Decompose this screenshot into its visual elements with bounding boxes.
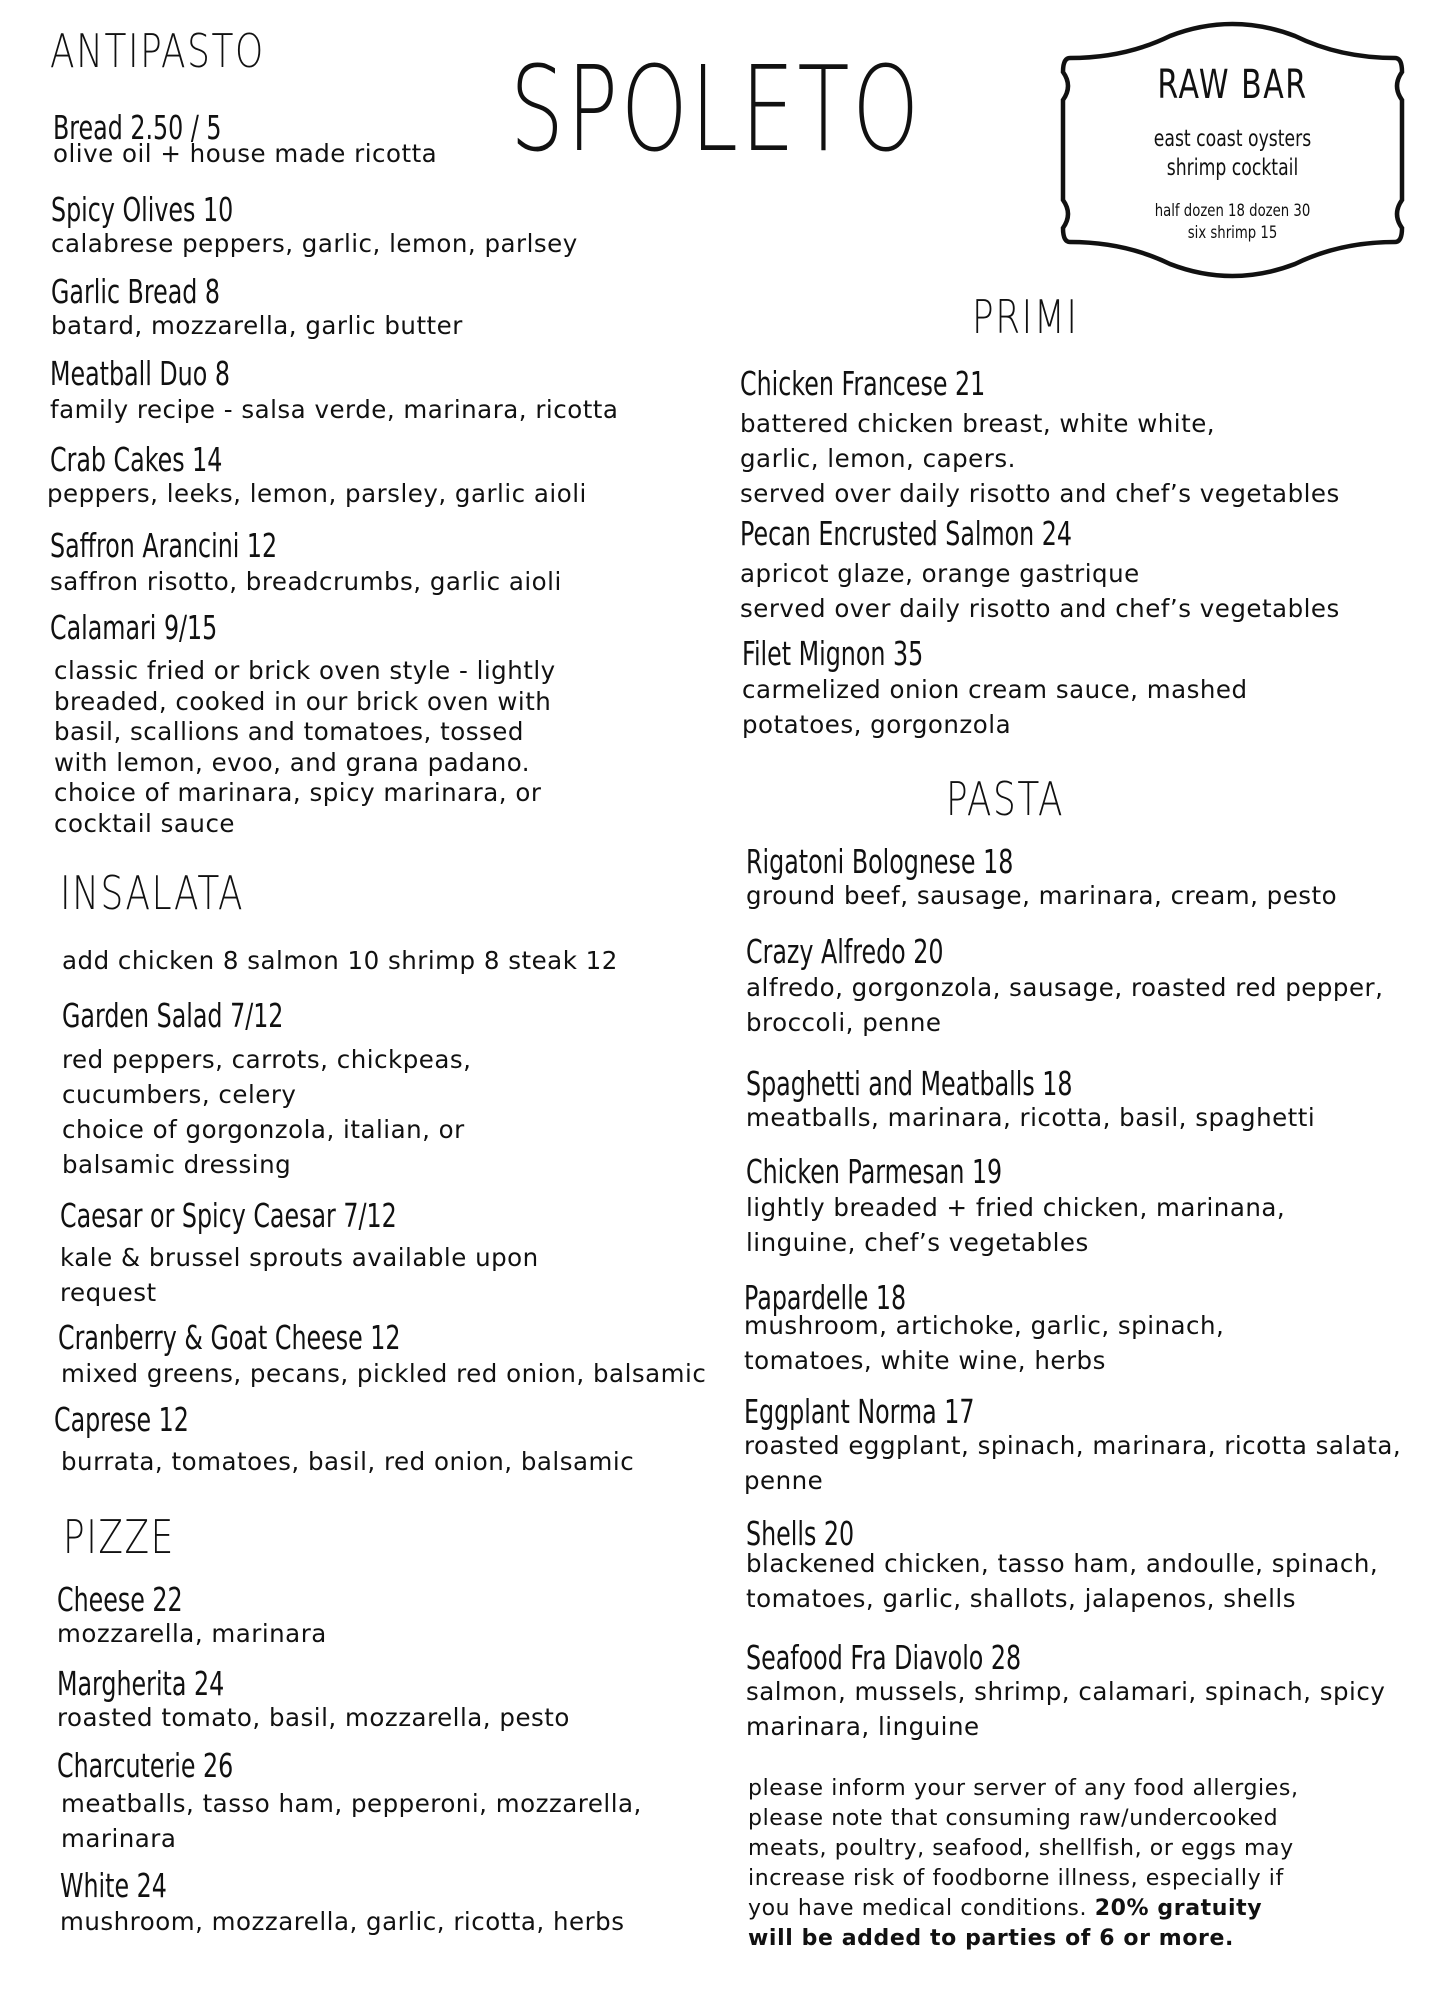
menu-item [746,1152,1285,1260]
item-name: Crazy Alfredo 20 [746,932,944,971]
menu-item [744,1392,1401,1498]
item-name: Papardelle 18 [744,1278,907,1317]
menu-item [53,108,437,171]
gratuity-note: 20% gratuity [1094,1896,1263,1921]
item-name: Garden Salad 7/12 [62,996,284,1035]
raw-bar-price: six shrimp 15 [1187,223,1278,243]
menu-item [740,364,1340,511]
item-description: peppers, leeks, lemon, parsley, garlic aioli [47,479,587,508]
item-description: meatballs, marinara, ricotta, basil, spaghetti [746,1103,1316,1132]
item-description: lightly breaded + fried chicken, marinana, linguine, chef’s vegetables [746,1193,1286,1257]
item-description: burrata, tomatoes, basil, red onion, balsamic [61,1447,635,1476]
item-name: Garlic Bread 8 [51,272,221,311]
raw-bar-item: shrimp cocktail [1166,155,1299,181]
item-name: Pecan Encrusted Salmon 24 [740,514,1073,553]
item-name: Eggplant Norma 17 [744,1392,975,1431]
item-description: roasted tomato, basil, mozzarella, pesto [57,1703,570,1732]
menu-item [62,996,471,1182]
item-name: Spaghetti and Meatballs 18 [746,1064,1073,1103]
item-name: Rigatoni Bolognese 18 [746,842,1014,881]
item-name: Caesar or Spicy Caesar 7/12 [60,1196,397,1235]
menu-item [744,1278,1224,1378]
menu-item [47,440,587,511]
item-description: mozzarella, marinara [57,1619,327,1648]
item-name: Cranberry & Goat Cheese 12 [58,1318,401,1357]
menu-item [746,1064,1315,1135]
item-description: battered chicken breast, white white, garlic, lemon, capers. served over daily risotto and chef’s vegetables [740,409,1340,508]
raw-bar-badge [1030,14,1435,286]
menu-item [51,190,578,261]
item-description: classic fried or brick oven style - lightly breaded, cooked in our brick oven with basil, scallions and tomatoes, tossed with lemon, evoo, and grana padano. choice of marinara, spicy marinara, or cocktail sauce [54,656,556,838]
menu-item [51,272,463,343]
item-description: alfredo, gorgonzola, sausage, roasted red pepper, broccoli, penne [746,973,1384,1037]
item-description: roasted eggplant, spinach, marinara, ricotta salata, penne [744,1431,1402,1495]
allergy-notice: please inform your server of any food allergies, please note that consuming raw/undercooked meats, poultry, seafood, shellfish, or eggs may increase risk of foodborne illness, especially if you have medical conditions. 20% gratuity will be added to parties of 6 or more. [748,1776,1299,1951]
item-description: salmon, mussels, shrimp, calamari, spinach, spicy marinara, linguine [746,1677,1386,1741]
menu-item [50,526,562,599]
item-name: White 24 [60,1866,167,1905]
item-description: mushroom, artichoke, garlic, spinach, tomatoes, white wine, herbs [744,1311,1225,1375]
menu-item [746,1514,1378,1616]
item-name: Spicy Olives 10 [51,190,234,229]
item-name: Crab Cakes 14 [50,440,223,479]
restaurant-name: SPOLETO [510,40,922,178]
menu-item [742,634,1248,742]
item-description: mushroom, mozzarella, garlic, ricotta, herbs [60,1907,625,1936]
menu-item [57,1746,642,1856]
item-description: mixed greens, pecans, pickled red onion, balsamic [61,1359,707,1388]
section-title-primi: PRIMI [972,290,1079,344]
item-name: Cheese 22 [57,1580,183,1619]
menu-item [740,514,1340,626]
menu-item [54,1400,634,1479]
section-title-pasta: PASTA [946,772,1065,826]
item-description: apricot glaze, orange gastrique served over daily risotto and chef’s vegetables [740,559,1340,623]
item-name: Charcuterie 26 [57,1746,234,1785]
item-description: ground beef, sausage, marinara, cream, pesto [746,881,1338,910]
menu-item [58,1318,706,1391]
item-name: Shells 20 [746,1514,855,1553]
item-name: Saffron Arancini 12 [50,526,278,565]
menu-item [50,608,556,839]
section-title-antipasto: ANTIPASTO [50,24,265,78]
menu-item [57,1664,570,1735]
menu-item [50,354,618,427]
menu-item [60,1196,539,1310]
menu-item [746,842,1337,913]
item-description: batard, mozzarella, garlic butter [51,311,463,340]
menu-item [746,1638,1385,1744]
item-name: Margherita 24 [57,1664,225,1703]
insalata-addons: add chicken 8 salmon 10 shrimp 8 steak 12 [62,946,618,975]
item-description: kale & brussel sprouts available upon request [60,1243,539,1307]
item-description: blackened chicken, tasso ham, andoulle, spinach, tomatoes, garlic, shallots, jalapenos, shells [746,1549,1379,1613]
item-name: Chicken Francese 21 [740,364,986,403]
item-name: Calamari 9/15 [50,608,218,647]
item-description: calabrese peppers, garlic, lemon, parlsey [51,229,578,258]
item-name: Meatball Duo 8 [50,354,230,393]
item-description: meatballs, tasso ham, pepperoni, mozzarella, marinara [61,1789,642,1853]
item-description: carmelized onion cream sauce, mashed potatoes, gorgonzola [742,675,1248,739]
item-name: Seafood Fra Diavolo 28 [746,1638,1022,1677]
item-name: Filet Mignon 35 [742,634,924,673]
menu-item [57,1580,327,1651]
section-title-insalata: INSALATA [60,866,245,920]
raw-bar-title: RAW BAR [1157,62,1308,108]
raw-bar-item: east coast oysters [1153,126,1312,152]
section-title-pizze: PIZZE [63,1510,175,1564]
item-description: red peppers, carrots, chickpeas, cucumbers, celery choice of gorgonzola, italian, or balsamic dressing [62,1045,472,1179]
gratuity-note: will be added to parties of 6 or more. [748,1926,1234,1951]
item-description: olive oil + house made ricotta [53,139,438,168]
raw-bar-price: half dozen 18 dozen 30 [1154,201,1311,221]
item-name: Chicken Parmesan 19 [746,1152,1003,1191]
item-description: family recipe - salsa verde, marinara, ricotta [50,395,619,424]
item-name: Bread 2.50 / 5 [53,108,222,147]
menu-item [746,932,1383,1040]
item-name: Caprese 12 [54,1400,189,1439]
item-description: saffron risotto, breadcrumbs, garlic aioli [50,567,562,596]
menu-item [60,1866,624,1939]
